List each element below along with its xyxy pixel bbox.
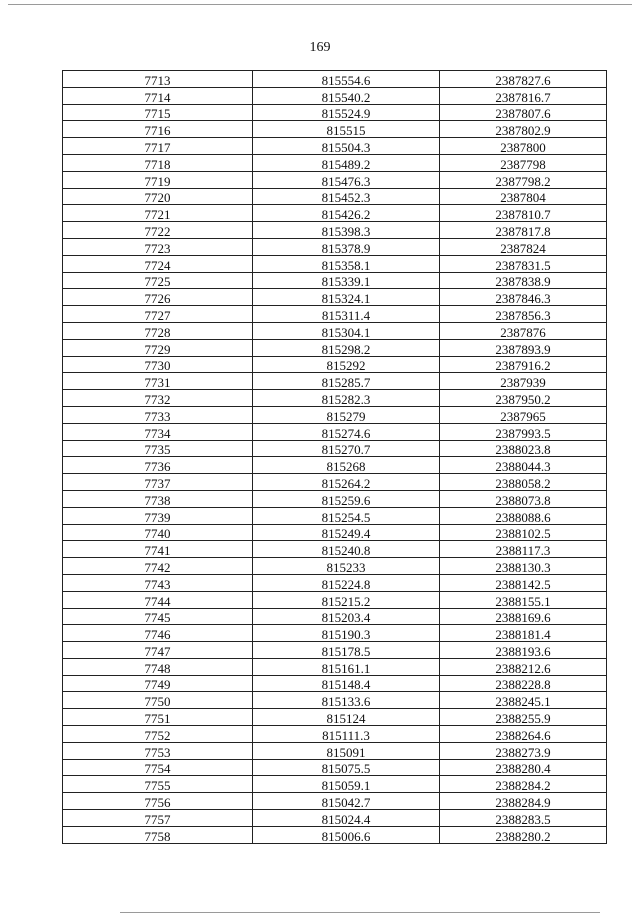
- point-id-cell: 7727: [63, 306, 253, 323]
- table-row: [63, 171, 607, 188]
- y-coordinate-cell: 2387817.8: [440, 222, 607, 239]
- point-id-cell: 7742: [63, 558, 253, 575]
- point-id-cell: 7749: [63, 675, 253, 692]
- x-coordinate-cell: 815111.3: [253, 726, 440, 743]
- y-coordinate-cell: 2387831.5: [440, 255, 607, 272]
- x-coordinate-cell: 815178.5: [253, 642, 440, 659]
- x-coordinate-cell: 815489.2: [253, 154, 440, 171]
- table-row: [63, 658, 607, 675]
- x-coordinate-cell: 815515: [253, 121, 440, 138]
- point-id-cell: 7750: [63, 692, 253, 709]
- y-coordinate-cell: 2388102.5: [440, 524, 607, 541]
- table-row: [63, 373, 607, 390]
- table-row: [63, 255, 607, 272]
- x-coordinate-cell: 815270.7: [253, 440, 440, 457]
- x-coordinate-cell: 815190.3: [253, 625, 440, 642]
- table-row: [63, 272, 607, 289]
- y-coordinate-cell: 2387804: [440, 188, 607, 205]
- x-coordinate-cell: 815024.4: [253, 810, 440, 827]
- y-coordinate-cell: 2387798.2: [440, 171, 607, 188]
- table-row: [63, 642, 607, 659]
- coordinates-table: [62, 70, 607, 844]
- table-row: [63, 238, 607, 255]
- x-coordinate-cell: 815091: [253, 742, 440, 759]
- x-coordinate-cell: 815524.9: [253, 104, 440, 121]
- point-id-cell: 7743: [63, 574, 253, 591]
- y-coordinate-cell: 2388228.8: [440, 675, 607, 692]
- y-coordinate-cell: 2388255.9: [440, 709, 607, 726]
- point-id-cell: 7739: [63, 507, 253, 524]
- x-coordinate-cell: 815240.8: [253, 541, 440, 558]
- table-row: [63, 692, 607, 709]
- page-edge-top: [8, 4, 632, 5]
- y-coordinate-cell: 2387846.3: [440, 289, 607, 306]
- y-coordinate-cell: 2387800: [440, 138, 607, 155]
- y-coordinate-cell: 2388142.5: [440, 574, 607, 591]
- point-id-cell: 7737: [63, 474, 253, 491]
- y-coordinate-cell: 2388155.1: [440, 591, 607, 608]
- table-row: [63, 356, 607, 373]
- point-id-cell: 7724: [63, 255, 253, 272]
- y-coordinate-cell: 2388284.9: [440, 793, 607, 810]
- y-coordinate-cell: 2387916.2: [440, 356, 607, 373]
- point-id-cell: 7733: [63, 406, 253, 423]
- table-row: [63, 188, 607, 205]
- table-row: [63, 440, 607, 457]
- point-id-cell: 7719: [63, 171, 253, 188]
- y-coordinate-cell: 2387950.2: [440, 390, 607, 407]
- coordinates-table-body: [63, 71, 607, 844]
- table-row: [63, 222, 607, 239]
- point-id-cell: 7738: [63, 490, 253, 507]
- point-id-cell: 7736: [63, 457, 253, 474]
- y-coordinate-cell: 2388169.6: [440, 608, 607, 625]
- table-row: [63, 507, 607, 524]
- table-row: [63, 457, 607, 474]
- x-coordinate-cell: 815124: [253, 709, 440, 726]
- y-coordinate-cell: 2387965: [440, 406, 607, 423]
- x-coordinate-cell: 815540.2: [253, 87, 440, 104]
- point-id-cell: 7720: [63, 188, 253, 205]
- x-coordinate-cell: 815426.2: [253, 205, 440, 222]
- table-row: [63, 810, 607, 827]
- point-id-cell: 7753: [63, 742, 253, 759]
- y-coordinate-cell: 2387824: [440, 238, 607, 255]
- y-coordinate-cell: 2387856.3: [440, 306, 607, 323]
- point-id-cell: 7721: [63, 205, 253, 222]
- x-coordinate-cell: 815504.3: [253, 138, 440, 155]
- x-coordinate-cell: 815006.6: [253, 826, 440, 843]
- x-coordinate-cell: 815282.3: [253, 390, 440, 407]
- y-coordinate-cell: 2388280.4: [440, 759, 607, 776]
- x-coordinate-cell: 815148.4: [253, 675, 440, 692]
- y-coordinate-cell: 2388264.6: [440, 726, 607, 743]
- point-id-cell: 7723: [63, 238, 253, 255]
- y-coordinate-cell: 2387993.5: [440, 423, 607, 440]
- point-id-cell: 7731: [63, 373, 253, 390]
- table-row: [63, 289, 607, 306]
- x-coordinate-cell: 815378.9: [253, 238, 440, 255]
- table-row: [63, 121, 607, 138]
- point-id-cell: 7752: [63, 726, 253, 743]
- point-id-cell: 7757: [63, 810, 253, 827]
- y-coordinate-cell: 2388058.2: [440, 474, 607, 491]
- table-row: [63, 474, 607, 491]
- point-id-cell: 7717: [63, 138, 253, 155]
- x-coordinate-cell: 815042.7: [253, 793, 440, 810]
- y-coordinate-cell: 2388280.2: [440, 826, 607, 843]
- table-row: [63, 709, 607, 726]
- point-id-cell: 7730: [63, 356, 253, 373]
- point-id-cell: 7756: [63, 793, 253, 810]
- table-row: [63, 675, 607, 692]
- table-row: [63, 574, 607, 591]
- x-coordinate-cell: 815203.4: [253, 608, 440, 625]
- x-coordinate-cell: 815554.6: [253, 71, 440, 88]
- x-coordinate-cell: 815304.1: [253, 322, 440, 339]
- table-row: [63, 339, 607, 356]
- y-coordinate-cell: 2388212.6: [440, 658, 607, 675]
- point-id-cell: 7746: [63, 625, 253, 642]
- table-row: [63, 71, 607, 88]
- y-coordinate-cell: 2388284.2: [440, 776, 607, 793]
- table-row: [63, 591, 607, 608]
- point-id-cell: 7714: [63, 87, 253, 104]
- point-id-cell: 7758: [63, 826, 253, 843]
- y-coordinate-cell: 2387838.9: [440, 272, 607, 289]
- point-id-cell: 7713: [63, 71, 253, 88]
- x-coordinate-cell: 815249.4: [253, 524, 440, 541]
- x-coordinate-cell: 815215.2: [253, 591, 440, 608]
- point-id-cell: 7734: [63, 423, 253, 440]
- x-coordinate-cell: 815292: [253, 356, 440, 373]
- x-coordinate-cell: 815264.2: [253, 474, 440, 491]
- point-id-cell: 7755: [63, 776, 253, 793]
- x-coordinate-cell: 815268: [253, 457, 440, 474]
- table-row: [63, 104, 607, 121]
- y-coordinate-cell: 2388245.1: [440, 692, 607, 709]
- y-coordinate-cell: 2388273.9: [440, 742, 607, 759]
- x-coordinate-cell: 815133.6: [253, 692, 440, 709]
- y-coordinate-cell: 2388117.3: [440, 541, 607, 558]
- table-row: [63, 390, 607, 407]
- x-coordinate-cell: 815358.1: [253, 255, 440, 272]
- table-row: [63, 154, 607, 171]
- x-coordinate-cell: 815254.5: [253, 507, 440, 524]
- x-coordinate-cell: 815298.2: [253, 339, 440, 356]
- table-row: [63, 490, 607, 507]
- table-row: [63, 759, 607, 776]
- point-id-cell: 7716: [63, 121, 253, 138]
- y-coordinate-cell: 2387810.7: [440, 205, 607, 222]
- table-row: [63, 793, 607, 810]
- table-row: [63, 306, 607, 323]
- y-coordinate-cell: 2388088.6: [440, 507, 607, 524]
- point-id-cell: 7725: [63, 272, 253, 289]
- y-coordinate-cell: 2387893.9: [440, 339, 607, 356]
- table-row: [63, 205, 607, 222]
- point-id-cell: 7728: [63, 322, 253, 339]
- point-id-cell: 7744: [63, 591, 253, 608]
- table-row: [63, 406, 607, 423]
- y-coordinate-cell: 2388283.5: [440, 810, 607, 827]
- y-coordinate-cell: 2387939: [440, 373, 607, 390]
- y-coordinate-cell: 2387816.7: [440, 87, 607, 104]
- x-coordinate-cell: 815339.1: [253, 272, 440, 289]
- x-coordinate-cell: 815311.4: [253, 306, 440, 323]
- y-coordinate-cell: 2388181.4: [440, 625, 607, 642]
- point-id-cell: 7747: [63, 642, 253, 659]
- table-row: [63, 742, 607, 759]
- point-id-cell: 7732: [63, 390, 253, 407]
- x-coordinate-cell: 815259.6: [253, 490, 440, 507]
- table-row: [63, 541, 607, 558]
- point-id-cell: 7726: [63, 289, 253, 306]
- table-row: [63, 322, 607, 339]
- point-id-cell: 7745: [63, 608, 253, 625]
- x-coordinate-cell: 815285.7: [253, 373, 440, 390]
- y-coordinate-cell: 2387807.6: [440, 104, 607, 121]
- table-row: [63, 524, 607, 541]
- table-row: [63, 776, 607, 793]
- table-row: [63, 138, 607, 155]
- point-id-cell: 7748: [63, 658, 253, 675]
- x-coordinate-cell: 815075.5: [253, 759, 440, 776]
- x-coordinate-cell: 815059.1: [253, 776, 440, 793]
- x-coordinate-cell: 815233: [253, 558, 440, 575]
- table-row: [63, 608, 607, 625]
- y-coordinate-cell: 2387798: [440, 154, 607, 171]
- y-coordinate-cell: 2387827.6: [440, 71, 607, 88]
- y-coordinate-cell: 2387876: [440, 322, 607, 339]
- point-id-cell: 7729: [63, 339, 253, 356]
- page-number: 169: [309, 40, 331, 55]
- x-coordinate-cell: 815398.3: [253, 222, 440, 239]
- point-id-cell: 7741: [63, 541, 253, 558]
- y-coordinate-cell: 2388073.8: [440, 490, 607, 507]
- x-coordinate-cell: 815452.3: [253, 188, 440, 205]
- point-id-cell: 7740: [63, 524, 253, 541]
- table-row: [63, 826, 607, 843]
- y-coordinate-cell: 2388023.8: [440, 440, 607, 457]
- x-coordinate-cell: 815279: [253, 406, 440, 423]
- y-coordinate-cell: 2388130.3: [440, 558, 607, 575]
- point-id-cell: 7722: [63, 222, 253, 239]
- x-coordinate-cell: 815324.1: [253, 289, 440, 306]
- point-id-cell: 7754: [63, 759, 253, 776]
- point-id-cell: 7735: [63, 440, 253, 457]
- table-row: [63, 726, 607, 743]
- x-coordinate-cell: 815274.6: [253, 423, 440, 440]
- page-edge-bottom: [120, 912, 600, 913]
- table-row: [63, 87, 607, 104]
- y-coordinate-cell: 2387802.9: [440, 121, 607, 138]
- x-coordinate-cell: 815476.3: [253, 171, 440, 188]
- y-coordinate-cell: 2388193.6: [440, 642, 607, 659]
- point-id-cell: 7715: [63, 104, 253, 121]
- x-coordinate-cell: 815161.1: [253, 658, 440, 675]
- table-row: [63, 625, 607, 642]
- y-coordinate-cell: 2388044.3: [440, 457, 607, 474]
- x-coordinate-cell: 815224.8: [253, 574, 440, 591]
- point-id-cell: 7751: [63, 709, 253, 726]
- point-id-cell: 7718: [63, 154, 253, 171]
- table-row: [63, 558, 607, 575]
- table-row: [63, 423, 607, 440]
